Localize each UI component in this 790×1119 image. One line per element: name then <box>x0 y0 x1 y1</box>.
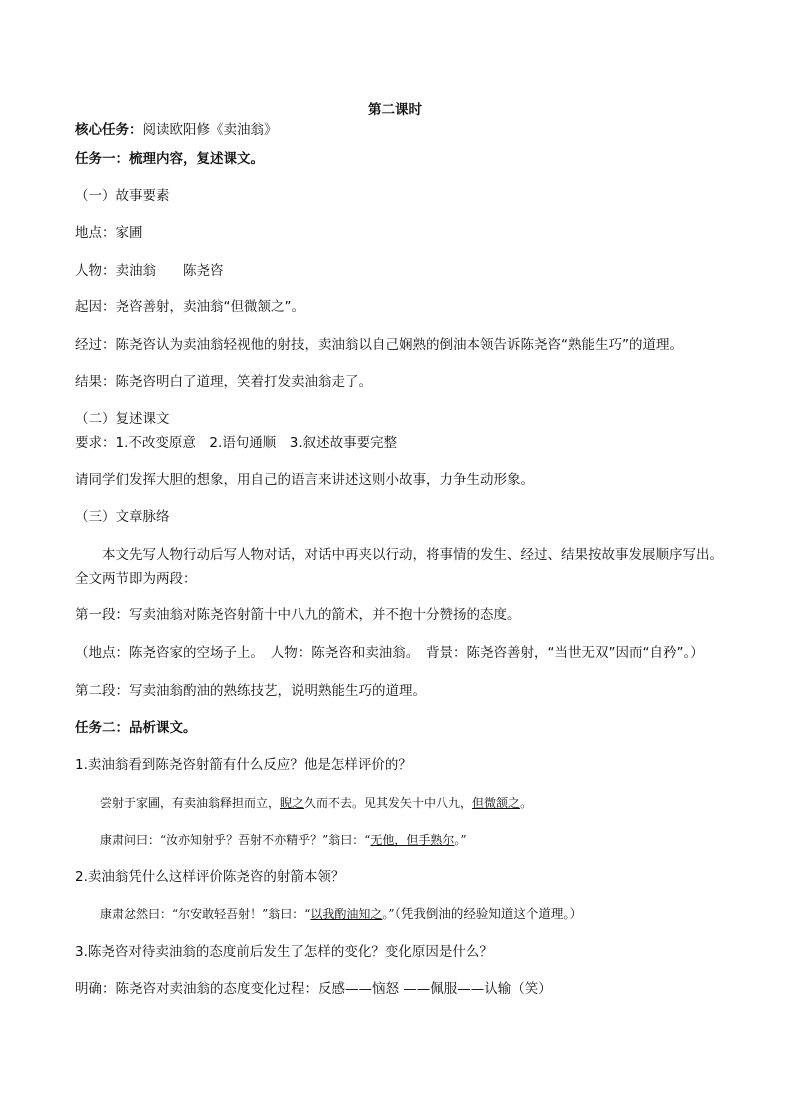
structure-paragraph: 本文先写人物行动后写人物对话，对话中再夹以行动，将事情的发生、经过、结果按故事发展顺序写出。全文两节即为两段： <box>75 547 723 587</box>
element-cause: 起因：尧咨善射，卖油翁“但微颔之”。 <box>75 299 305 315</box>
section2-heading: （二）复述课文 <box>75 411 170 427</box>
quote-text: 久而不去。见其发矢十中八九， <box>304 796 473 810</box>
q1-quote-2 <box>100 832 467 848</box>
task1-heading: 任务一：梳理内容，复述课文。 <box>75 151 264 167</box>
element-place: 地点：家圃 <box>75 225 143 241</box>
underlined-quote: 睨之 <box>280 796 305 810</box>
part1-note: （地点：陈尧咨家的空场子上。 人物：陈尧咨和卖油翁。 背景：陈尧咨善射，“当世无双”因而“自矜”。） <box>75 645 704 661</box>
page-title: 第二课时 <box>368 102 422 118</box>
core-task-label: 核心任务： <box>75 122 143 138</box>
element-result: 结果：陈尧咨明白了道理，笑着打发卖油翁走了。 <box>75 374 372 390</box>
part1: 第一段：写卖油翁对陈尧咨射箭十中八九的箭术，并不抱十分赞扬的态度。 <box>75 607 521 623</box>
quote-text: 康肃问曰：“汝亦知射乎？吾射不亦精乎？”翁曰：“ <box>100 833 371 847</box>
requirements: 要求：1.不改变原意 2.语句通顺 3.叙述故事要完整 <box>75 435 398 451</box>
quote-text: 尝射于家圃，有卖油翁释担而立， <box>100 796 281 810</box>
core-task <box>75 121 278 139</box>
element-process: 经过：陈尧咨认为卖油翁轻视他的射技，卖油翁以自己娴熟的倒油本领告诉陈尧咨“熟能生巧”的道理。 <box>75 337 683 353</box>
section3-heading: （三）文章脉络 <box>75 509 170 525</box>
q2-quote <box>100 906 582 922</box>
question-3: 3.陈尧咨对待卖油翁的态度前后发生了怎样的变化？变化原因是什么？ <box>75 944 493 960</box>
task2-heading: 任务二：品析课文。 <box>75 720 197 736</box>
underlined-quote: 以我酌油知之 <box>310 907 383 921</box>
quote-text: 康肃忿然曰：“尔安敢轻吾射！”翁曰：“ <box>100 907 311 921</box>
question-2: 2.卖油翁凭什么这样评价陈尧咨的射箭本领？ <box>75 869 345 885</box>
quote-note: （凭我倒油的经验知道这个道理。） <box>394 906 583 921</box>
answer: 明确：陈尧咨对卖油翁的态度变化过程：反感——恼怒 ——佩服——认输（笑） <box>75 981 552 997</box>
section1-heading: （一）故事要素 <box>75 188 170 204</box>
underlined-quote: 无他，但手熟尔 <box>370 833 455 847</box>
quote-text: 。 <box>520 796 533 810</box>
question-1: 1.卖油翁看到陈尧咨射箭有什么反应？他是怎样评价的？ <box>75 757 412 773</box>
invitation: 请同学们发挥大胆的想象，用自己的语言来讲述这则小故事，力争生动形象。 <box>75 472 534 488</box>
q1-quote-1 <box>100 795 532 811</box>
quote-text: 。” <box>454 833 467 847</box>
core-task-text: 阅读欧阳修《卖油翁》 <box>142 122 278 138</box>
quote-text: 。” <box>382 907 395 921</box>
part2: 第二段：写卖油翁酌油的熟练技艺，说明熟能生巧的道理。 <box>75 683 426 699</box>
element-people: 人物：卖油翁 陈尧咨 <box>75 263 224 279</box>
underlined-quote: 但微颔之 <box>472 796 521 810</box>
